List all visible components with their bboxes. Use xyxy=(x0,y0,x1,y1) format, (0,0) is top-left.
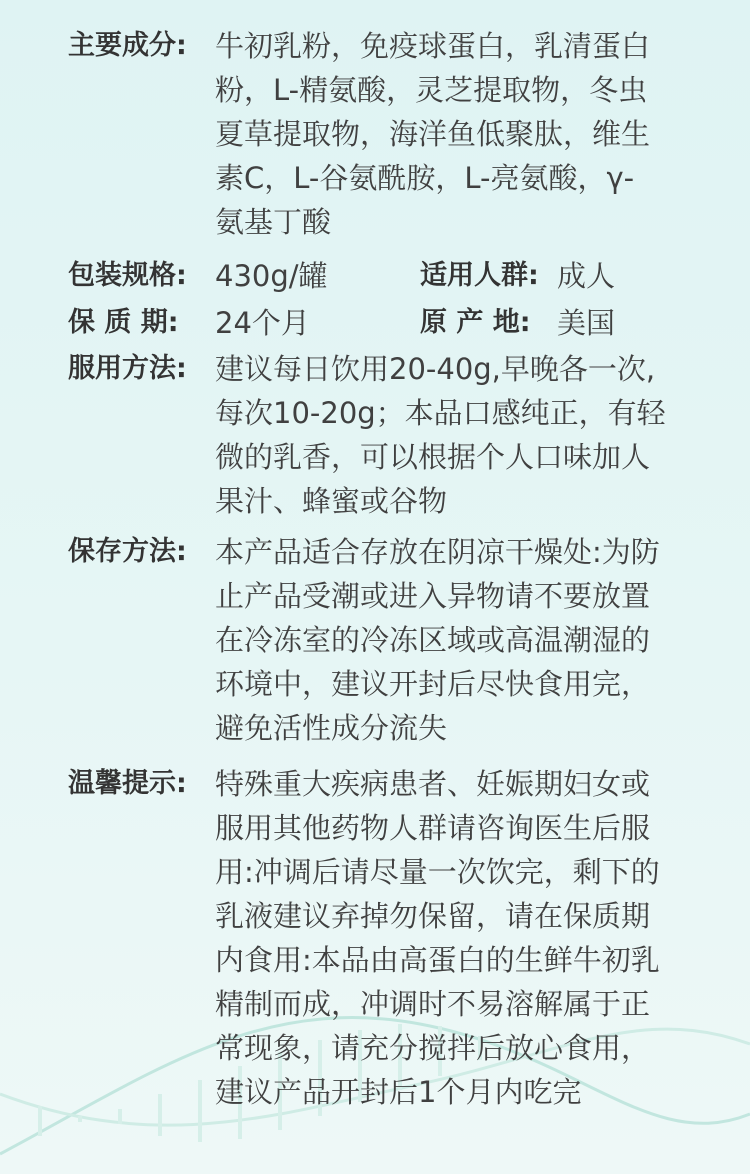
storage-line: 本产品适合存放在阴凉干燥处:为防 xyxy=(215,535,660,569)
usage-line: 建议每日饮用20-40g,早晚各一次, xyxy=(215,352,656,386)
ingredients-label: 主要成分: xyxy=(68,30,187,61)
ingredients-value xyxy=(215,24,685,244)
ingredients-line: 夏草提取物，海洋鱼低聚肽，维生 xyxy=(215,117,651,151)
shelf-life-label: 保 质 期: xyxy=(68,307,179,338)
ingredients-line: 粉，L-精氨酸，灵芝提取物，冬虫 xyxy=(215,73,648,107)
storage-line: 环境中，建议开封后尽快食用完， xyxy=(215,667,651,701)
tips-line: 精制而成，冲调时不易溶解属于正 xyxy=(215,987,651,1021)
package-value: 430g/罐 xyxy=(215,259,328,293)
storage-line: 避免活性成分流失 xyxy=(215,711,448,745)
usage-line: 果汁、蜂蜜或谷物 xyxy=(215,484,448,518)
tips-line: 内食用:本品由高蛋白的生鲜牛初乳 xyxy=(215,943,660,977)
storage-label: 保存方法: xyxy=(68,536,187,567)
tips-line: 建议产品开封后1个月内吃完 xyxy=(215,1075,582,1109)
storage-line: 在冷冻室的冷冻区域或高温潮湿的 xyxy=(215,623,651,657)
tips-line: 特殊重大疾病患者、妊娠期妇女或 xyxy=(215,767,651,801)
tips-value xyxy=(215,762,685,1114)
tips-label: 温馨提示: xyxy=(68,768,187,799)
audience-value: 成人 xyxy=(557,259,616,293)
origin-label: 原 产 地: xyxy=(420,307,531,338)
tips-line: 服用其他药物人群请咨询医生后服 xyxy=(215,811,651,845)
tips-line: 乳液建议弃掉勿保留，请在保质期 xyxy=(215,899,651,933)
usage-line: 微的乳香，可以根据个人口味加人 xyxy=(215,440,651,474)
origin-value: 美国 xyxy=(557,306,616,340)
storage-value xyxy=(215,530,685,750)
package-label: 包装规格: xyxy=(68,260,187,291)
ingredients-line: 氨基丁酸 xyxy=(215,205,332,239)
tips-line: 常现象，请充分搅拌后放心食用， xyxy=(215,1031,651,1065)
tips-line: 用:冲调后请尽量一次饮完，剩下的 xyxy=(215,855,660,889)
storage-line: 止产品受潮或进入异物请不要放置 xyxy=(215,579,651,613)
audience-label: 适用人群: xyxy=(420,260,539,291)
ingredients-line: 素C，L-谷氨酰胺，L-亮氨酸，γ- xyxy=(215,161,635,195)
usage-value xyxy=(215,347,685,523)
ingredients-line: 牛初乳粉，免疫球蛋白，乳清蛋白 xyxy=(215,29,651,63)
usage-label: 服用方法: xyxy=(68,353,187,384)
usage-line: 每次10-20g；本品口感纯正，有轻 xyxy=(215,396,666,430)
shelf-life-value: 24个月 xyxy=(215,306,310,340)
